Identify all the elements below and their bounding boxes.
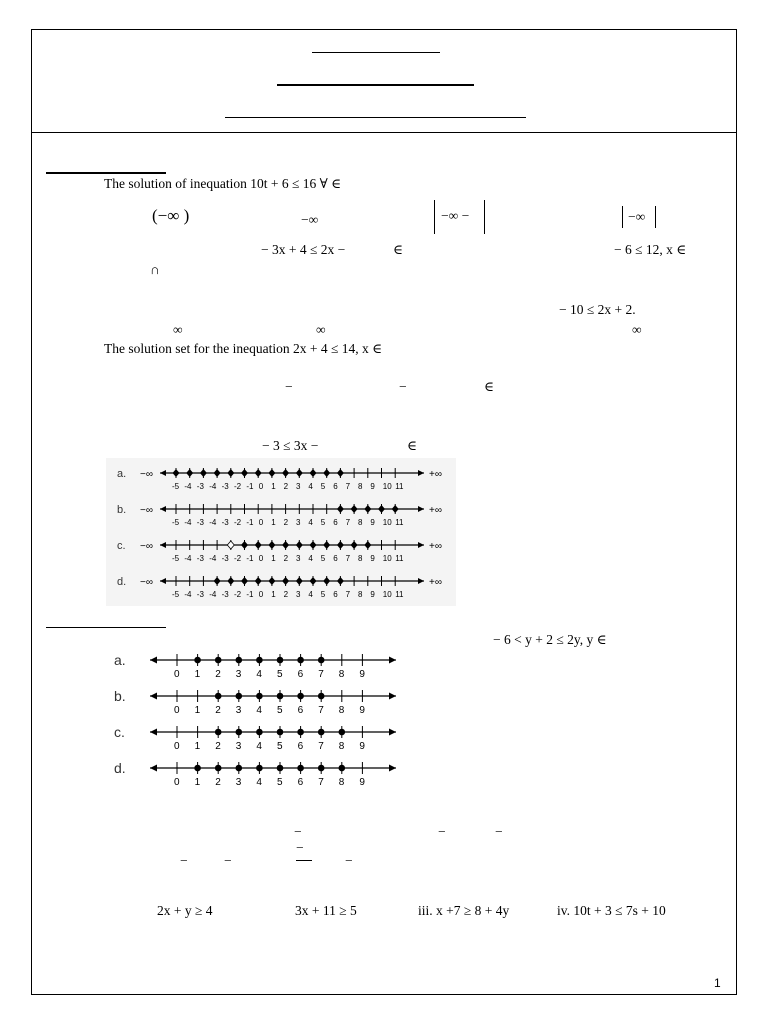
- figure-1-tick-label: 4: [308, 554, 313, 563]
- q8-dash-4: −: [180, 853, 188, 868]
- figure-1-tick-label: 7: [345, 482, 351, 491]
- figure-1-tick-label: -4: [209, 590, 217, 599]
- figure-1-tick-label: -5: [172, 554, 180, 563]
- figure-1-number-lines: [106, 458, 456, 606]
- page-number: 1: [714, 976, 721, 990]
- q4-stem: The solution set for the inequation 2x + 4 ≤ 14, x ∈: [104, 341, 383, 356]
- figure-2-filled-point: [215, 729, 222, 736]
- figure-1-tick-label: -4: [184, 518, 192, 527]
- figure-1-tick-label: 5: [320, 482, 326, 491]
- section-rule-1: [46, 172, 166, 174]
- figure-2-tick-label: 1: [194, 705, 201, 716]
- figure-2-tick-label: 3: [235, 777, 242, 788]
- figure-1-tick-label: 11: [395, 482, 404, 491]
- figure-2-filled-point: [256, 657, 263, 664]
- q8-dash-6: −: [296, 840, 304, 855]
- figure-1-left-infinity: −∞: [140, 469, 153, 480]
- figure-1-tick-label: 5: [320, 590, 326, 599]
- figure-1-tick-label: 1: [271, 482, 276, 491]
- figure-2-filled-point: [339, 765, 346, 772]
- figure-1-row-label: d.: [117, 576, 127, 588]
- figure-1-tick-label: 10: [382, 518, 392, 527]
- figure-2-filled-point: [256, 729, 263, 736]
- figure-2-filled-point: [236, 657, 243, 664]
- q2-part-b: − 6 ≤ 12, x ∈: [614, 242, 687, 257]
- figure-1-tick-label: 11: [395, 590, 404, 599]
- figure-2-filled-point: [194, 657, 201, 664]
- figure-1-tick-label: -3: [221, 554, 229, 563]
- figure-2-tick-label: 8: [338, 669, 345, 680]
- figure-2-tick-label: 0: [174, 741, 180, 752]
- figure-1-tick-label: 9: [370, 482, 375, 491]
- figure-1-tick-label: -2: [234, 482, 242, 491]
- figure-1-tick-label: -1: [246, 590, 254, 599]
- figure-2-left-arrow: [150, 729, 157, 736]
- figure-2-filled-point: [256, 765, 263, 772]
- figure-1-tick-label: -4: [209, 482, 217, 491]
- figure-2-filled-point: [318, 693, 325, 700]
- q9-item-iii: iii. x +7 ≥ 8 + 4y: [418, 903, 510, 918]
- figure-2-tick-label: 8: [338, 741, 345, 752]
- figure-2-filled-point: [236, 765, 243, 772]
- figure-1-tick-label: 0: [258, 554, 264, 563]
- figure-2-filled-point: [277, 729, 284, 736]
- figure-1-left-infinity: −∞: [140, 541, 153, 552]
- figure-2-tick-label: 5: [277, 669, 283, 680]
- figure-1-tick-label: -3: [196, 590, 204, 599]
- q3-inf-c: ∞: [632, 322, 642, 337]
- figure-1-tick-label: 3: [296, 590, 301, 599]
- figure-2-filled-point: [215, 765, 222, 772]
- figure-1-tick-label: 6: [333, 554, 338, 563]
- figure-2-row-label: c.: [114, 724, 125, 740]
- figure-2-tick-label: 6: [297, 777, 304, 788]
- figure-1-tick-label: 2: [283, 590, 289, 599]
- q1-option-a: (−∞ ): [152, 206, 190, 225]
- figure-1-tick-label: 0: [258, 590, 264, 599]
- figure-1-tick-label: 8: [358, 554, 363, 563]
- q9-item-iv: iv. 10t + 3 ≤ 7s + 10: [557, 903, 666, 918]
- figure-2-left-arrow: [150, 765, 157, 772]
- figure-2-filled-point: [297, 765, 304, 772]
- figure-1-tick-label: 0: [258, 518, 264, 527]
- figure-2-tick-label: 1: [194, 669, 201, 680]
- figure-2-filled-point: [277, 765, 284, 772]
- figure-2-tick-label: 2: [215, 777, 221, 788]
- figure-2-tick-label: 4: [256, 741, 262, 752]
- figure-1-tick-label: 3: [296, 482, 301, 491]
- header-rule-2: [277, 84, 474, 86]
- figure-2-tick-label: 7: [318, 741, 324, 752]
- figure-2-tick-label: 9: [359, 741, 365, 752]
- figure-1-tick-label: -5: [172, 482, 180, 491]
- figure-2-filled-point: [318, 657, 325, 664]
- figure-1-tick-label: 1: [271, 554, 276, 563]
- q5-elem: ∈: [484, 379, 494, 394]
- figure-1-tick-label: -3: [196, 554, 204, 563]
- figure-1-tick-label: -1: [246, 482, 254, 491]
- figure-1-tick-label: 9: [370, 590, 375, 599]
- figure-1-tick-label: 0: [258, 482, 264, 491]
- figure-1-tick-label: -3: [221, 482, 229, 491]
- figure-1-tick-label: 4: [308, 590, 313, 599]
- figure-2-right-arrow: [389, 729, 396, 736]
- q2-elem: ∈: [393, 242, 403, 257]
- figure-2-tick-label: 7: [318, 777, 324, 788]
- figure-2-tick-label: 1: [194, 777, 201, 788]
- q6-part: − 3 ≤ 3x −: [262, 438, 319, 453]
- q1-option-d: −∞: [622, 206, 656, 228]
- figure-2-filled-point: [277, 693, 284, 700]
- figure-1-tick-label: 7: [345, 554, 351, 563]
- figure-1-tick-label: -5: [172, 518, 180, 527]
- q3-part: − 10 ≤ 2x + 2.: [559, 302, 636, 317]
- figure-1-tick-label: -4: [184, 482, 192, 491]
- figure-2-tick-label: 7: [318, 705, 324, 716]
- q8-dash-2: −: [438, 824, 446, 839]
- figure-2-filled-point: [194, 765, 201, 772]
- figure-2-filled-point: [215, 657, 222, 664]
- figure-1-tick-label: 3: [296, 518, 301, 527]
- figure-2-filled-point: [215, 693, 222, 700]
- q8-fraction-bar: [296, 860, 312, 861]
- figure-1-tick-label: 10: [382, 554, 392, 563]
- figure-1-tick-label: -1: [246, 554, 254, 563]
- figure-1-right-infinity: +∞: [429, 469, 442, 480]
- figure-2-tick-label: 5: [277, 705, 283, 716]
- figure-2-filled-point: [277, 657, 284, 664]
- figure-1-tick-label: 1: [271, 518, 276, 527]
- figure-1-right-infinity: +∞: [429, 577, 442, 588]
- figure-1-tick-label: -3: [196, 518, 204, 527]
- q3-inf-b: ∞: [316, 322, 326, 337]
- figure-1-right-infinity: +∞: [429, 541, 442, 552]
- figure-2-tick-label: 4: [256, 777, 262, 788]
- figure-1-tick-label: 10: [382, 482, 392, 491]
- figure-1-tick-label: 4: [308, 482, 313, 491]
- section-rule-2: [46, 627, 166, 628]
- figure-1-row-label: b.: [117, 504, 127, 516]
- q1-option-b: −∞: [301, 212, 319, 227]
- q3-inf-a: ∞: [173, 322, 183, 337]
- figure-1-tick-label: -4: [209, 518, 217, 527]
- figure-1-right-infinity: +∞: [429, 505, 442, 516]
- figure-1-background: [106, 458, 456, 606]
- q7-part: − 6 < y + 2 ≤ 2y, y ∈: [493, 632, 607, 647]
- figure-1-tick-label: 10: [382, 590, 392, 599]
- figure-2-number-lines: [108, 645, 408, 788]
- header-rule-1: [312, 52, 440, 53]
- figure-2-filled-point: [297, 729, 304, 736]
- q9-item-ii: 3x + 11 ≥ 5: [295, 903, 357, 918]
- figure-2-tick-label: 2: [215, 669, 221, 680]
- figure-2-left-arrow: [150, 693, 157, 700]
- figure-1-tick-label: -4: [184, 590, 192, 599]
- figure-2-tick-label: 1: [194, 741, 201, 752]
- figure-1-tick-label: 2: [283, 554, 289, 563]
- figure-2-tick-label: 0: [174, 669, 180, 680]
- figure-2-filled-point: [236, 729, 243, 736]
- figure-1-tick-label: 7: [345, 518, 351, 527]
- q1-option-c: −∞ −: [434, 200, 485, 234]
- figure-2-tick-label: 6: [297, 669, 304, 680]
- figure-1-tick-label: 6: [333, 482, 338, 491]
- figure-2-tick-label: 2: [215, 705, 221, 716]
- figure-2-right-arrow: [389, 765, 396, 772]
- figure-2-tick-label: 2: [215, 741, 221, 752]
- figure-1-tick-label: 5: [320, 518, 326, 527]
- figure-2-filled-point: [236, 693, 243, 700]
- figure-1-tick-label: 9: [370, 554, 375, 563]
- figure-2-filled-point: [339, 729, 346, 736]
- figure-1-tick-label: 2: [283, 518, 289, 527]
- q9-item-i: 2x + y ≥ 4: [157, 903, 213, 918]
- figure-2-tick-label: 3: [235, 741, 242, 752]
- figure-1-tick-label: -3: [196, 482, 204, 491]
- figure-1-tick-label: -4: [184, 554, 192, 563]
- figure-2-filled-point: [318, 729, 325, 736]
- figure-2-tick-label: 9: [359, 705, 365, 716]
- header-rule-3: [225, 117, 526, 118]
- header-separator: [31, 132, 737, 133]
- figure-2-row-label: b.: [114, 688, 126, 704]
- figure-1-tick-label: 8: [358, 590, 363, 599]
- figure-2-filled-point: [297, 657, 304, 664]
- figure-1-row-label: a.: [117, 468, 127, 480]
- figure-2-tick-label: 0: [174, 777, 180, 788]
- figure-2-tick-label: 9: [359, 669, 365, 680]
- figure-1-tick-label: 6: [333, 590, 338, 599]
- figure-1-tick-label: 11: [395, 518, 404, 527]
- figure-1-left-infinity: −∞: [140, 505, 153, 516]
- figure-1-tick-label: 5: [320, 554, 326, 563]
- figure-1-left-infinity: −∞: [140, 577, 153, 588]
- figure-1-tick-label: 4: [308, 518, 313, 527]
- q1-stem: The solution of inequation 10t + 6 ≤ 16 ∀ ∈: [104, 176, 342, 191]
- figure-2-filled-point: [318, 765, 325, 772]
- q8-dash-5: −: [224, 853, 232, 868]
- figure-2-tick-label: 4: [256, 669, 262, 680]
- figure-1-tick-label: 11: [395, 554, 404, 563]
- figure-2-tick-label: 8: [338, 777, 345, 788]
- figure-2-left-arrow: [150, 657, 157, 664]
- figure-2-tick-label: 9: [359, 777, 365, 788]
- figure-2-right-arrow: [389, 657, 396, 664]
- figure-2-filled-point: [256, 693, 263, 700]
- q5-minus-1: −: [285, 379, 293, 394]
- figure-2-tick-label: 4: [256, 705, 262, 716]
- figure-2-tick-label: 7: [318, 669, 324, 680]
- q8-dash-7: −: [345, 853, 353, 868]
- q2-part-a: − 3x + 4 ≤ 2x −: [261, 242, 346, 257]
- figure-1-tick-label: 1: [271, 590, 276, 599]
- figure-1-tick-label: 2: [283, 482, 289, 491]
- figure-2-tick-label: 5: [277, 777, 283, 788]
- figure-1-tick-label: -2: [234, 518, 242, 527]
- figure-1-tick-label: 7: [345, 590, 351, 599]
- q8-dash-1: −: [294, 824, 302, 839]
- figure-1-tick-label: 6: [333, 518, 338, 527]
- figure-1-tick-label: 8: [358, 518, 363, 527]
- q2-cap: ∩: [150, 262, 160, 277]
- q6-elem: ∈: [407, 438, 417, 453]
- figure-1-tick-label: -1: [246, 518, 254, 527]
- figure-1-tick-label: 9: [370, 518, 375, 527]
- figure-1-tick-label: -3: [221, 590, 229, 599]
- figure-2-right-arrow: [389, 693, 396, 700]
- figure-2-tick-label: 3: [235, 705, 242, 716]
- figure-2-tick-label: 6: [297, 741, 304, 752]
- figure-1-row-label: c.: [117, 540, 126, 552]
- figure-1-tick-label: 3: [296, 554, 301, 563]
- figure-2-tick-label: 5: [277, 741, 283, 752]
- figure-1-tick-label: -3: [221, 518, 229, 527]
- figure-2-row-label: d.: [114, 760, 126, 776]
- figure-2-tick-label: 3: [235, 669, 242, 680]
- figure-2-row-label: a.: [114, 652, 126, 668]
- figure-1-tick-label: -4: [209, 554, 217, 563]
- figure-2-filled-point: [297, 693, 304, 700]
- figure-1-tick-label: -2: [234, 554, 242, 563]
- figure-2-tick-label: 8: [338, 705, 345, 716]
- q8-dash-3: −: [495, 824, 503, 839]
- figure-2-tick-label: 0: [174, 705, 180, 716]
- figure-1-tick-label: 8: [358, 482, 363, 491]
- figure-1-tick-label: -5: [172, 590, 180, 599]
- figure-2-tick-label: 6: [297, 705, 304, 716]
- figure-1-tick-label: -2: [234, 590, 242, 599]
- q5-minus-2: −: [399, 379, 407, 394]
